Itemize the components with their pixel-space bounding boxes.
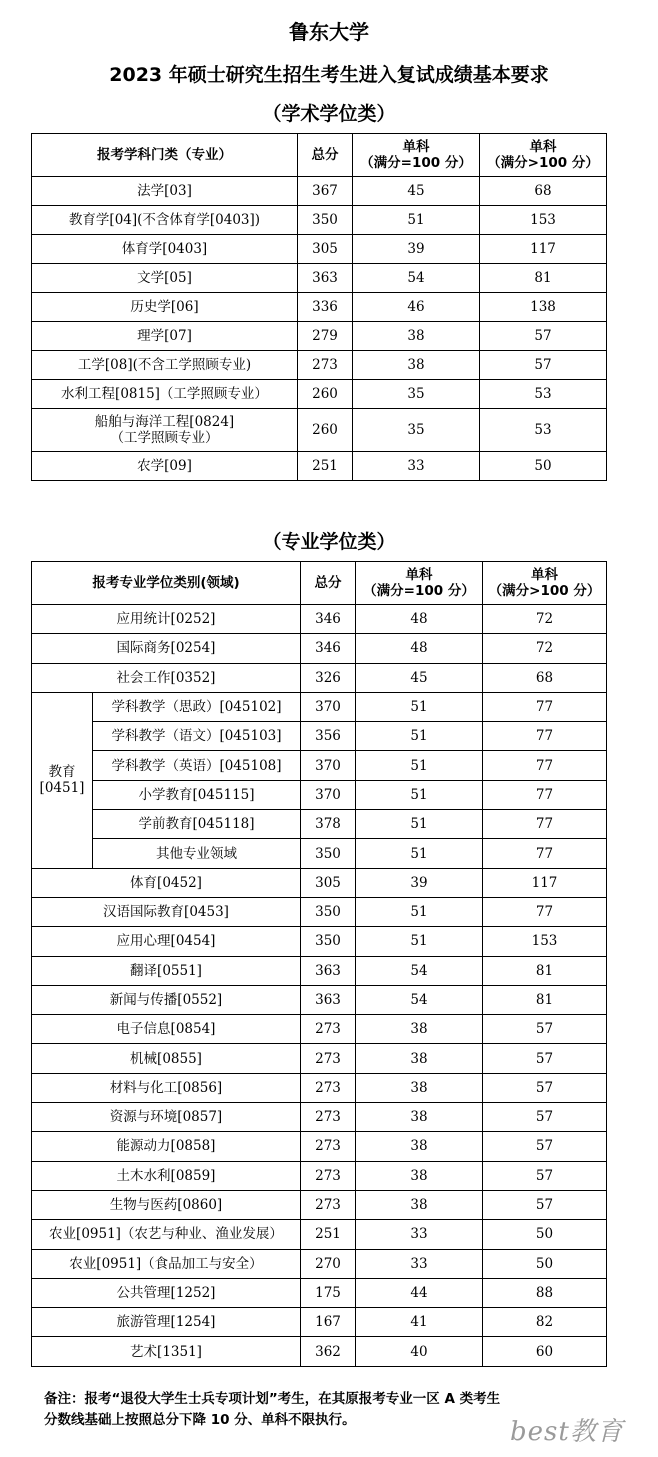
total-cell: 167 [301,1308,356,1337]
subject-cell: 土木水利[0859] [32,1161,301,1190]
total-cell: 350 [298,206,353,235]
single-100-cell: 38 [353,322,480,351]
single-100-cell: 35 [353,409,480,452]
total-cell: 273 [301,1073,356,1102]
single-gt100-cell: 68 [480,177,607,206]
subject-cell: 学科教学（英语）[045108] [93,751,301,780]
total-cell: 273 [301,1103,356,1132]
total-cell: 251 [298,452,353,481]
single-gt100-cell: 153 [483,927,607,956]
document-title: 2023 年硕士研究生招生考生进入复试成绩基本要求 [109,64,549,86]
total-cell: 367 [298,177,353,206]
single-100-cell: 54 [353,264,480,293]
table-header-row [32,134,607,177]
total-cell: 273 [298,351,353,380]
table-row [32,692,607,721]
table-row [32,897,607,926]
subject-cell: 法学[03] [32,177,298,206]
single-gt100-cell: 57 [483,1044,607,1073]
single-gt100-cell: 81 [480,264,607,293]
table-row [32,663,607,692]
table-row [32,927,607,956]
single-100-cell: 44 [356,1278,483,1307]
table-row [32,634,607,663]
total-cell: 363 [298,264,353,293]
subject-cell: 学科教学（思政）[045102] [93,692,301,721]
single-gt100-cell: 57 [483,1190,607,1219]
table-row [32,722,607,751]
subject-cell: 工学[08](不含工学照顾专业) [32,351,298,380]
total-cell: 350 [301,927,356,956]
education-group-cell: 教育 [0451] [32,692,93,868]
subject-cell: 生物与医药[0860] [32,1190,301,1219]
total-cell: 370 [301,780,356,809]
subject-cell: 新闻与传播[0552] [32,985,301,1014]
header-subject: 报考学科门类（专业） [32,134,298,177]
subject-cell: 公共管理[1252] [32,1278,301,1307]
single-100-cell: 39 [353,235,480,264]
single-100-cell: 38 [356,1015,483,1044]
total-cell: 362 [301,1337,356,1366]
single-100-cell: 46 [353,293,480,322]
total-cell: 260 [298,409,353,452]
single-gt100-cell: 153 [480,206,607,235]
subject-cell: 水利工程[0815]（工学照顾专业） [32,380,298,409]
subject-cell: 汉语国际教育[0453] [32,897,301,926]
total-cell: 370 [301,751,356,780]
header-single-100: 单科 （满分=100 分） [353,134,480,177]
table-row [32,1073,607,1102]
single-100-cell: 51 [353,206,480,235]
single-100-cell: 33 [356,1249,483,1278]
single-100-cell: 41 [356,1308,483,1337]
single-gt100-cell: 81 [483,956,607,985]
total-cell: 350 [301,839,356,868]
single-gt100-cell: 72 [483,634,607,663]
table-row [32,1015,607,1044]
university-title: 鲁东大学 [289,20,369,44]
single-gt100-cell: 77 [483,780,607,809]
single-100-cell: 39 [356,868,483,897]
subject-cell: 能源动力[0858] [32,1132,301,1161]
header-subject: 报考专业学位类别(领域) [32,562,301,605]
total-cell: 346 [301,634,356,663]
subject-cell: 学前教育[045118] [93,810,301,839]
single-gt100-cell: 82 [483,1308,607,1337]
single-gt100-cell: 117 [483,868,607,897]
table-row [32,1220,607,1249]
single-100-cell: 33 [353,452,480,481]
total-cell: 346 [301,605,356,634]
total-cell: 350 [301,897,356,926]
single-gt100-cell: 60 [483,1337,607,1366]
total-cell: 378 [301,810,356,839]
total-cell: 363 [301,956,356,985]
subject-cell: 社会工作[0352] [32,663,301,692]
single-gt100-cell: 117 [480,235,607,264]
header-single-gt100: 单科 （满分>100 分） [483,562,607,605]
subject-cell: 文学[05] [32,264,298,293]
single-gt100-cell: 57 [483,1161,607,1190]
single-gt100-cell: 50 [483,1249,607,1278]
subject-cell: 国际商务[0254] [32,634,301,663]
total-cell: 260 [298,380,353,409]
footnote-line: 备注：报考“退役大学生士兵专项计划”考生，在其原报考专业一区 A 类考生 [44,1391,501,1407]
total-cell: 273 [301,1015,356,1044]
table-row [32,605,607,634]
single-100-cell: 38 [356,1190,483,1219]
single-100-cell: 51 [356,927,483,956]
single-100-cell: 38 [356,1103,483,1132]
subject-cell: 其他专业领域 [93,839,301,868]
subject-cell: 小学教育[045115] [93,780,301,809]
total-cell: 175 [301,1278,356,1307]
total-cell: 273 [301,1161,356,1190]
single-100-cell: 38 [356,1132,483,1161]
total-cell: 305 [301,868,356,897]
total-cell: 251 [301,1220,356,1249]
single-gt100-cell: 57 [480,322,607,351]
subject-cell: 农学[09] [32,452,298,481]
single-100-cell: 51 [356,897,483,926]
table-row [32,868,607,897]
single-100-cell: 35 [353,380,480,409]
single-100-cell: 51 [356,722,483,751]
single-gt100-cell: 77 [483,751,607,780]
table-row [32,780,607,809]
total-cell: 326 [301,663,356,692]
single-100-cell: 51 [356,810,483,839]
single-100-cell: 48 [356,634,483,663]
subject-cell: 农业[0951]（食品加工与安全） [32,1249,301,1278]
table-row [32,985,607,1014]
professional-score-table [31,561,607,1367]
single-gt100-cell: 57 [480,351,607,380]
table-header-row [32,562,607,605]
subject-cell: 材料与化工[0856] [32,1073,301,1102]
table-row [32,452,607,481]
single-gt100-cell: 77 [483,839,607,868]
single-100-cell: 54 [356,985,483,1014]
single-gt100-cell: 72 [483,605,607,634]
subject-cell: 旅游管理[1254] [32,1308,301,1337]
table-row [32,1190,607,1219]
table-row [32,956,607,985]
table-row [32,293,607,322]
table-row [32,409,607,452]
subject-cell: 理学[07] [32,322,298,351]
total-cell: 356 [301,722,356,751]
table-row [32,751,607,780]
subject-cell: 电子信息[0854] [32,1015,301,1044]
single-gt100-cell: 53 [480,409,607,452]
header-single-gt100: 单科 （满分>100 分） [480,134,607,177]
total-cell: 273 [301,1132,356,1161]
subject-cell: 学科教学（语文）[045103] [93,722,301,751]
single-100-cell: 54 [356,956,483,985]
table-row [32,810,607,839]
academic-score-table [31,133,607,481]
total-cell: 336 [298,293,353,322]
single-gt100-cell: 50 [480,452,607,481]
subject-cell: 教育学[04](不含体育学[0403]) [32,206,298,235]
subject-cell: 翻译[0551] [32,956,301,985]
subject-cell: 机械[0855] [32,1044,301,1073]
subject-cell: 体育[0452] [32,868,301,897]
footnote-line: 分数线基础上按照总分下降 10 分、单科不限执行。 [44,1412,356,1428]
subject-cell: 应用统计[0252] [32,605,301,634]
table-row [32,264,607,293]
header-total: 总分 [301,562,356,605]
header-single-100: 单科 （满分=100 分） [356,562,483,605]
single-gt100-cell: 53 [480,380,607,409]
total-cell: 370 [301,692,356,721]
table-row [32,1337,607,1366]
single-gt100-cell: 57 [483,1015,607,1044]
total-cell: 273 [301,1044,356,1073]
subject-cell: 体育学[0403] [32,235,298,264]
single-gt100-cell: 77 [483,810,607,839]
subject-cell: 艺术[1351] [32,1337,301,1366]
total-cell: 279 [298,322,353,351]
table-row [32,839,607,868]
single-100-cell: 48 [356,605,483,634]
single-gt100-cell: 88 [483,1278,607,1307]
table-row [32,380,607,409]
single-100-cell: 38 [356,1161,483,1190]
single-100-cell: 51 [356,751,483,780]
single-gt100-cell: 68 [483,663,607,692]
single-gt100-cell: 138 [480,293,607,322]
header-total: 总分 [298,134,353,177]
table-row [32,206,607,235]
subject-cell: 资源与环境[0857] [32,1103,301,1132]
single-100-cell: 51 [356,780,483,809]
subject-cell: 应用心理[0454] [32,927,301,956]
single-gt100-cell: 50 [483,1220,607,1249]
single-gt100-cell: 57 [483,1132,607,1161]
academic-section-title: （学术学位类） [262,103,396,125]
single-gt100-cell: 57 [483,1103,607,1132]
table-row [32,1044,607,1073]
single-100-cell: 38 [353,351,480,380]
total-cell: 363 [301,985,356,1014]
table-row [32,1103,607,1132]
table-row [32,351,607,380]
table-row [32,322,607,351]
single-gt100-cell: 81 [483,985,607,1014]
table-row [32,1249,607,1278]
total-cell: 270 [301,1249,356,1278]
table-row [32,1132,607,1161]
table-row [32,235,607,264]
professional-section-title: （专业学位类） [262,531,396,553]
subject-cell: 历史学[06] [32,293,298,322]
table-row [32,177,607,206]
total-cell: 305 [298,235,353,264]
single-100-cell: 33 [356,1220,483,1249]
single-100-cell: 38 [356,1073,483,1102]
single-100-cell: 51 [356,692,483,721]
table-row [32,1161,607,1190]
single-gt100-cell: 77 [483,692,607,721]
single-gt100-cell: 57 [483,1073,607,1102]
subject-cell: 农业[0951]（农艺与种业、渔业发展） [32,1220,301,1249]
table-row [32,1278,607,1307]
watermark-logo: best教育 [510,1417,624,1447]
single-gt100-cell: 77 [483,722,607,751]
single-100-cell: 45 [353,177,480,206]
single-100-cell: 40 [356,1337,483,1366]
single-100-cell: 38 [356,1044,483,1073]
single-100-cell: 45 [356,663,483,692]
table-row [32,1308,607,1337]
single-100-cell: 51 [356,839,483,868]
single-gt100-cell: 77 [483,897,607,926]
total-cell: 273 [301,1190,356,1219]
subject-cell: 船舶与海洋工程[0824] （工学照顾专业） [32,409,298,452]
